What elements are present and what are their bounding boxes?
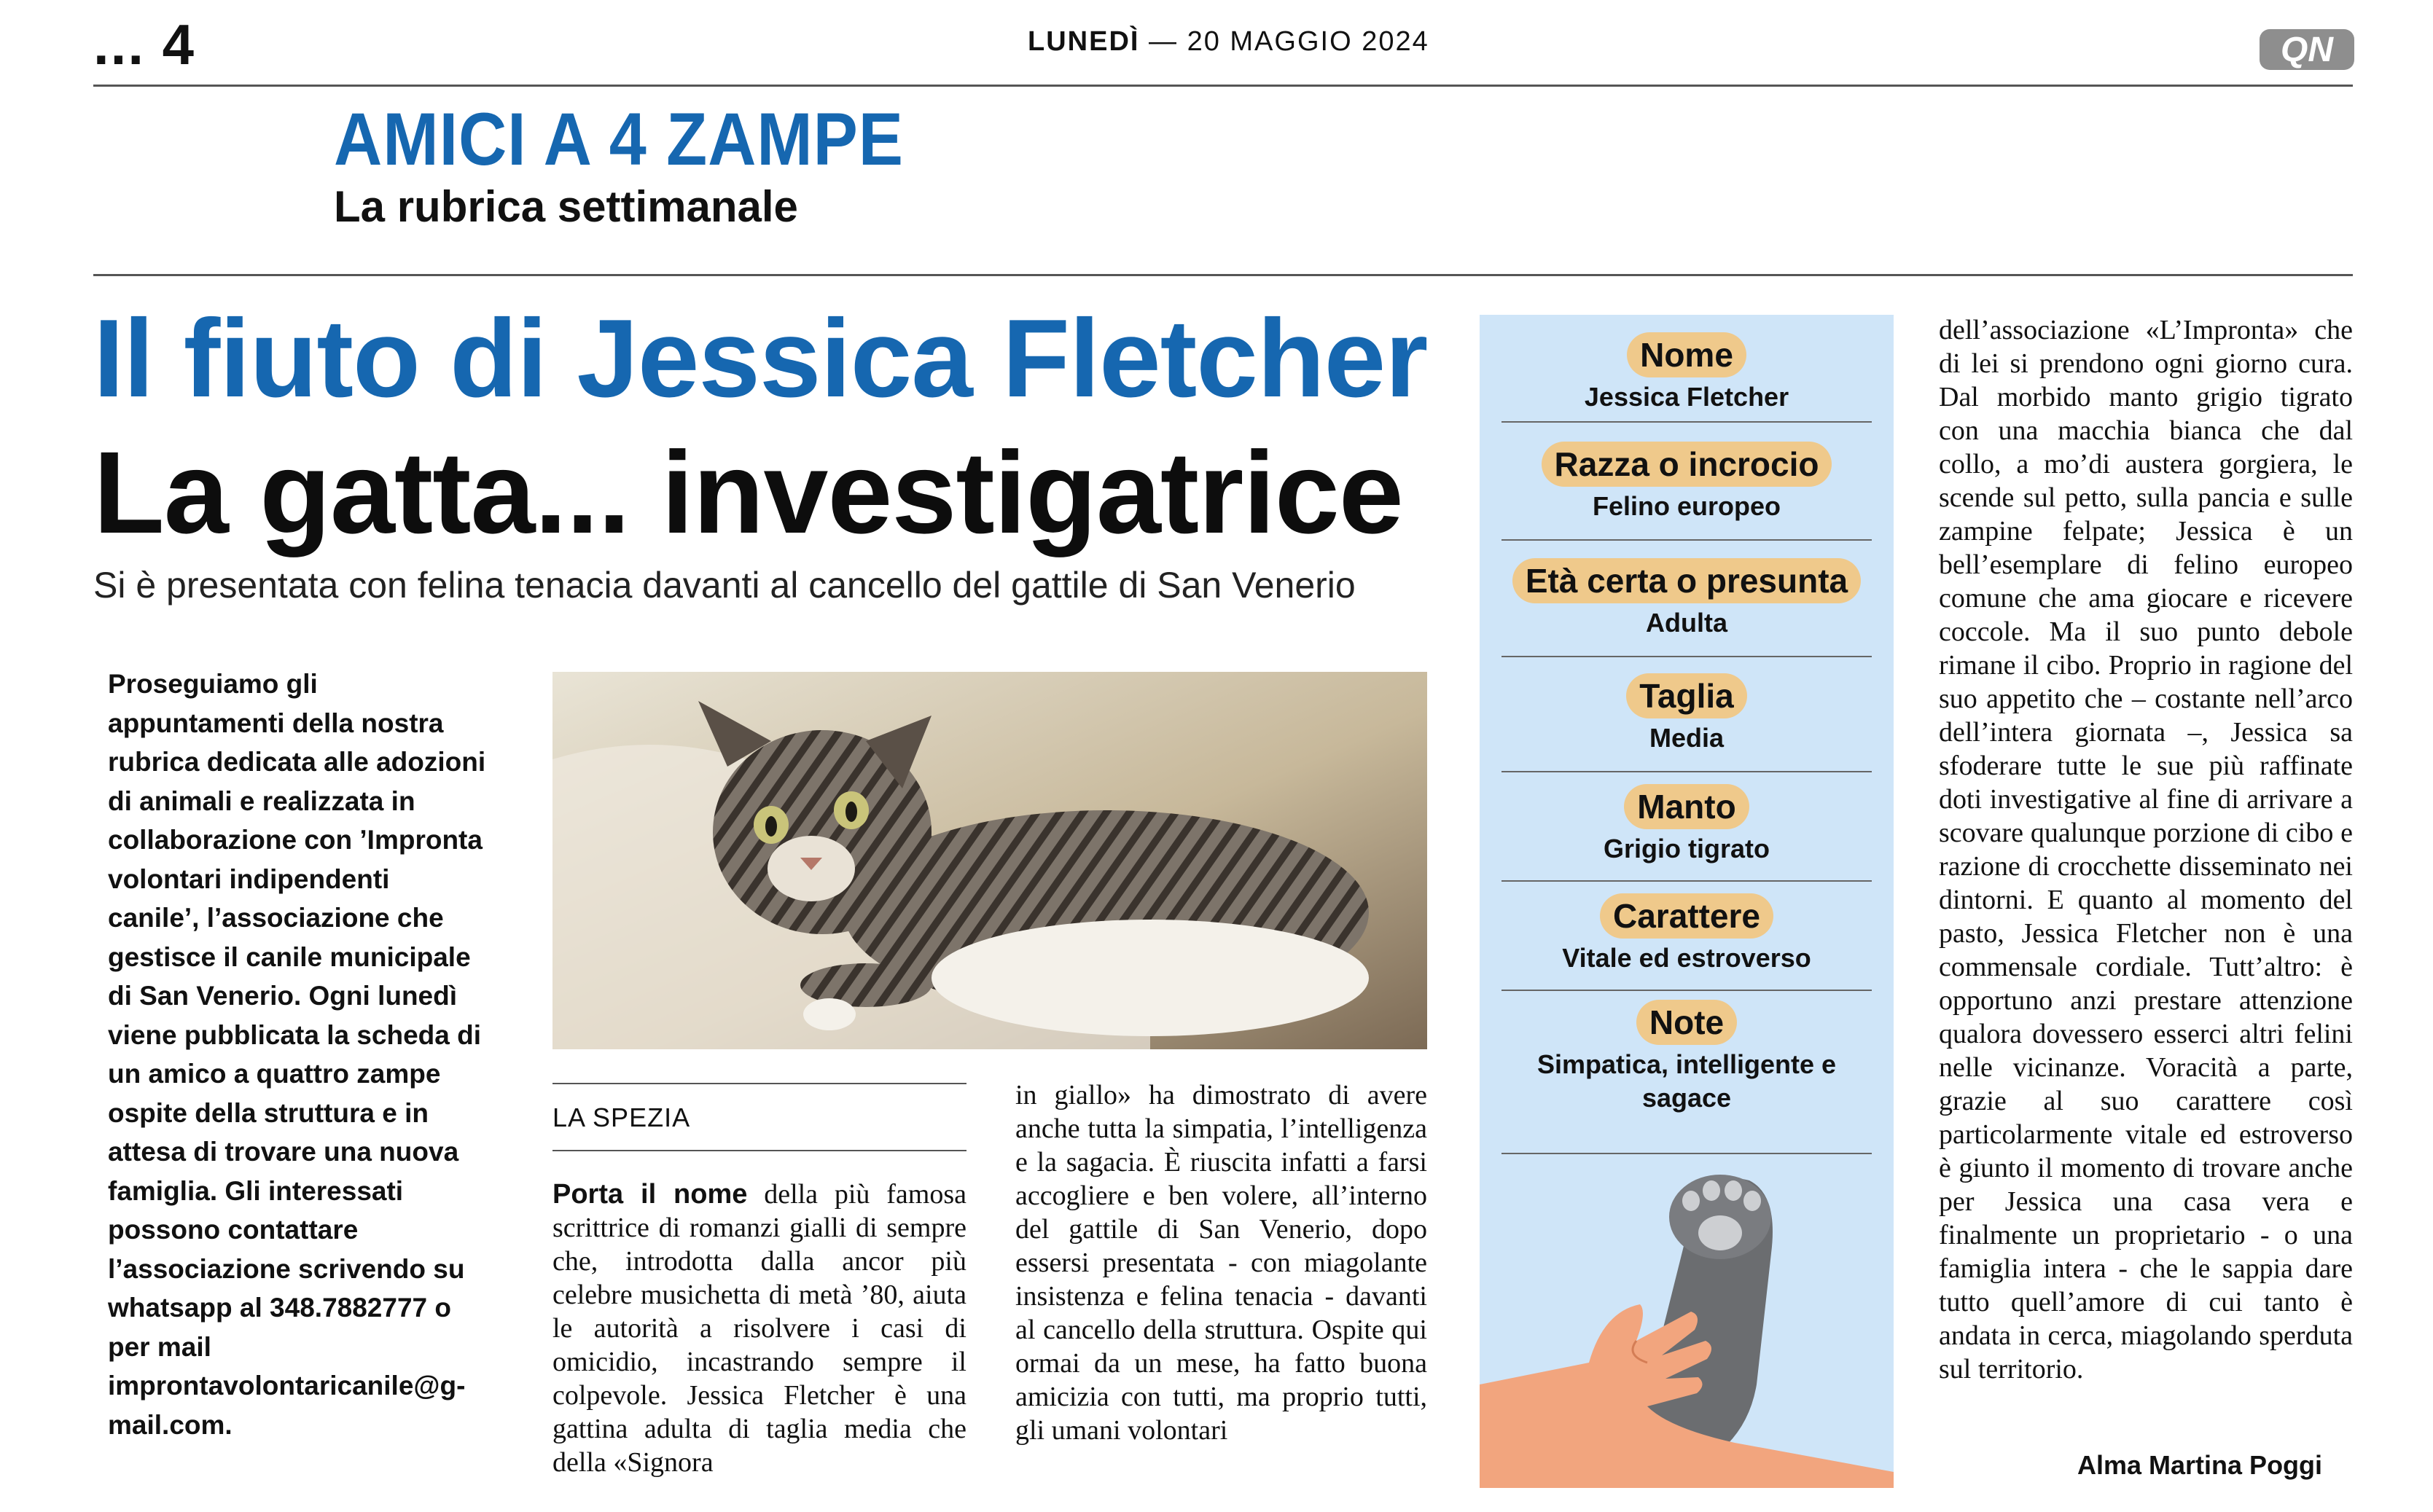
byline: Alma Martina Poggi xyxy=(2077,1450,2323,1480)
info-divider xyxy=(1501,539,1872,541)
headline-secondary: La gatta... investigatrice xyxy=(93,427,1403,557)
location-rule-bottom xyxy=(552,1150,966,1151)
info-entry-age xyxy=(1501,558,1872,640)
qn-logo-text: QN xyxy=(2281,31,2333,69)
body-column-1 xyxy=(552,1178,966,1479)
section-subtitle: La rubrica settimanale xyxy=(334,182,798,231)
info-value: Simpatica, intelligente e sagace xyxy=(1536,1049,1837,1113)
body-column-2: in giallo» ha dimostrato di avere anche tutta la simpatia, l’intelligenza e la sagacia. È riuscita infatti a farsi accogliere e ben volere, all’interno del gattile di San Venerio, dopo essersi presentata - con miagolante insistenza e felina tenacia - davanti al cancello della struttura. Ospite qui ormai da un mese, ha fatto buona amicizia con tutti, ma proprio tutti, gli umani volontari xyxy=(1015,1080,1427,1446)
info-label: Età certa o presunta xyxy=(1512,558,1861,603)
info-value: Vitale ed estroverso xyxy=(1562,943,1811,973)
body-column-1-text: della più famosa scrittrice di romanzi gialli di sempre che, introdotta dalla ancor più celebre musichetta di metà ’80, aiuta le autorità a risolvere i casi di omicidio, incastrando sempre il colpevole. Jessica Fletcher è una gattina adulta di taglia media che della «Signora xyxy=(552,1179,966,1478)
lead-in: Porta il nome xyxy=(552,1179,748,1210)
page-number: ... 4 xyxy=(93,12,196,77)
info-label: Carattere xyxy=(1600,893,1773,939)
info-entry-character xyxy=(1501,893,1872,975)
date: 20 MAGGIO 2024 xyxy=(1187,26,1429,57)
info-value: Felino europeo xyxy=(1592,491,1781,521)
subheadline: Si è presentata con felina tenacia davanti al cancello del gattile di San Venerio xyxy=(93,565,1356,606)
info-entry-size xyxy=(1501,673,1872,755)
info-label: Manto xyxy=(1624,784,1749,829)
info-divider xyxy=(1501,656,1872,657)
date-separator: — xyxy=(1149,26,1179,57)
info-divider xyxy=(1501,990,1872,991)
top-divider xyxy=(93,85,2353,87)
info-value: Adulta xyxy=(1646,608,1727,638)
info-label: Note xyxy=(1636,1000,1737,1045)
location-rule-top xyxy=(552,1083,966,1084)
info-label: Nome xyxy=(1627,332,1746,377)
info-label: Taglia xyxy=(1626,673,1747,718)
info-entry-notes xyxy=(1501,1000,1872,1115)
info-entry-coat xyxy=(1501,784,1872,866)
qn-logo xyxy=(2260,29,2354,70)
info-divider xyxy=(1501,771,1872,772)
info-value: Media xyxy=(1649,723,1725,753)
intro-paragraph: Proseguiamo gli appuntamenti della nostra rubrica dedicata alle adozioni di animali e realizzata in collaborazione con ’Impronta volontari indipendenti canile’, l’associazione che gestisce il canile municipale di San Venerio. Ogni lunedì viene pubblicata la scheda di un amico a quattro zampe ospite della struttura e in attesa di trovare una nuova famiglia. Gli interessati possono contattare l’associazione scrivendo su whatsapp al 348.7882777 o per mail improntavolontaricanile@g-mail.com. xyxy=(108,669,486,1440)
weekday: LUNEDÌ xyxy=(1028,26,1140,57)
section-title: AMICI A 4 ZAMPE xyxy=(334,98,904,181)
paw-hand-illustration xyxy=(1480,1166,1894,1488)
location-dateline: LA SPEZIA xyxy=(552,1102,691,1132)
info-entry-name xyxy=(1501,332,1872,414)
body-column-3: dell’associazione «L’Impronta» che di lei si prendono ogni giorno cura. Dal morbido manto grigio tigrato con una macchia bianca che dal collo, a mo’di austera gorgiera, le scende sul petto, sulla pancia e sulle zampine felpate; Jessica è un bell’esemplare di felino europeo comune che ama giocare e ricevere coccole. Ma il suo punto debole rimane il cibo. Proprio in ragione del suo appetito che – costante nell’arco dell’intera giornata –, Jessica sa sfoderare tutte le sue più raffinate doti investigative al fine di arrivare a scovare qualunque porzione di cibo e razione di crocchette disseminato nei dintorni. E quanto al momento del pasto, Jessica Fletcher non è una commensale cordiale. Tutt’altro: è opportuno anzi prestare attenzione qualora dovessero esserci altri felini nelle vicinanze. Voracità a parte, grazie al suo carattere così particolarmente vitale ed estroverso è giunto il momento di trovare anche per Jessica una casa vera e finalmente un proprietario - o una famiglia intera - che le sappia dare tutto quell’amore di cui tanto è andata in cerca, miagolando sperduta sul territorio. xyxy=(1939,315,2353,1384)
info-divider xyxy=(1501,421,1872,423)
info-divider xyxy=(1501,880,1872,882)
info-value: Jessica Fletcher xyxy=(1584,382,1789,412)
info-divider xyxy=(1501,1153,1872,1154)
headline-primary: Il fiuto di Jessica Fletcher xyxy=(93,297,1428,420)
info-entry-breed xyxy=(1501,442,1872,523)
date-line xyxy=(1028,28,1429,55)
info-label: Razza o incrocio xyxy=(1542,442,1832,487)
paw-pad-icon xyxy=(1698,1215,1742,1250)
info-value: Grigio tigrato xyxy=(1604,834,1770,863)
section-divider xyxy=(93,274,2353,276)
cat-photo xyxy=(552,672,1427,1049)
